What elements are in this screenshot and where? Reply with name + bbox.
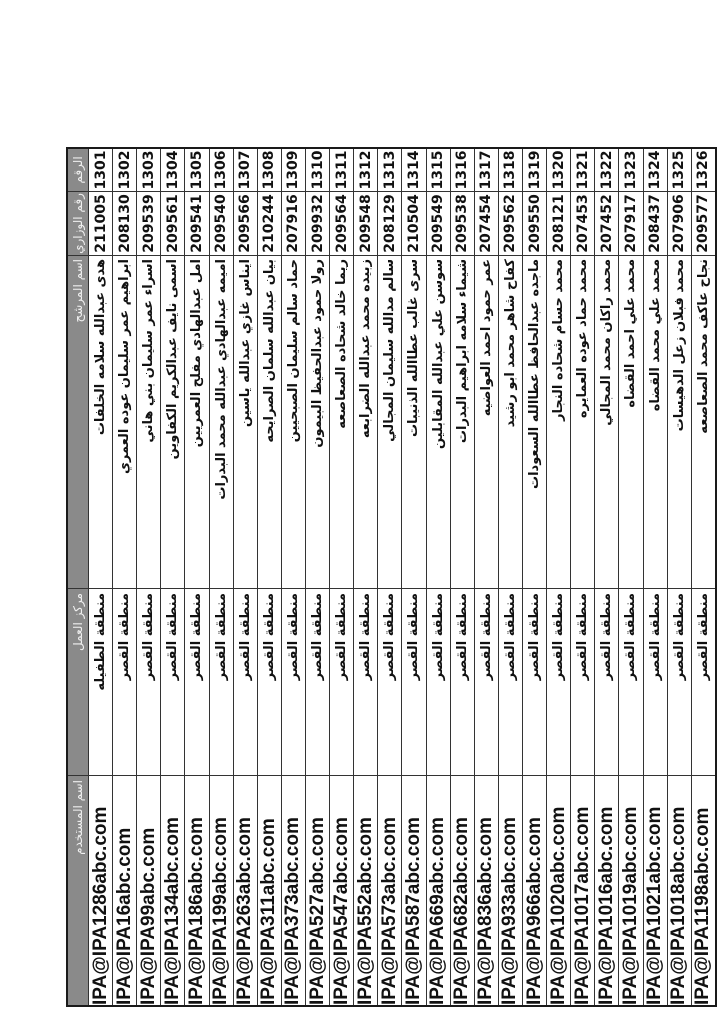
table-row — [571, 149, 595, 1005]
cell-ministerial-number: 209540 — [210, 192, 233, 256]
table-row — [402, 149, 426, 1005]
table-row — [499, 149, 523, 1005]
cell-seq: 1324 — [644, 149, 667, 192]
cell-work-center: منطقة القصر — [668, 589, 691, 776]
cell-username: IPA@IPA1020abc.com — [547, 806, 569, 1005]
cell-ministerial-number: 209538 — [451, 192, 474, 256]
cell-ministerial-number: 207906 — [668, 192, 691, 256]
cell-ministerial-number: 207916 — [282, 192, 305, 256]
cell-username: IPA@IPA527abc.com — [306, 817, 328, 1005]
cell-ministerial-number: 207453 — [571, 192, 594, 256]
cell-candidate-name: محمد راكان محمد المجالي — [595, 256, 618, 589]
cell-work-center: منطقة القصر — [523, 589, 546, 776]
table-row — [306, 149, 330, 1005]
cell-username: IPA@IPA373abc.com — [282, 817, 304, 1005]
cell-seq: 1302 — [113, 149, 136, 192]
cell-candidate-name: امل عبدالهادي مفلح العمريين — [185, 256, 208, 589]
cell-username: IPA@IPA587abc.com — [402, 817, 424, 1005]
cell-work-center: منطقة القصر — [692, 589, 715, 776]
table-row — [523, 149, 547, 1005]
cell-work-center: منطقة القصر — [475, 589, 498, 776]
cell-seq: 1312 — [354, 149, 377, 192]
cell-work-center: منطقة القصر — [571, 589, 594, 776]
cell-candidate-name: محمد علي احمد القضاه — [619, 256, 642, 589]
cell-seq: 1308 — [258, 149, 281, 192]
cell-username: IPA@IPA547abc.com — [330, 817, 352, 1005]
cell-username: IPA@IPA552abc.com — [354, 817, 376, 1005]
cell-work-center: منطقة القصر — [113, 589, 136, 776]
cell-candidate-name: بيان عبدالله سلمان الصرايحه — [258, 256, 281, 589]
table-row — [378, 149, 402, 1005]
table-row — [451, 149, 475, 1005]
cell-ministerial-number: 209561 — [161, 192, 184, 256]
cell-username: IPA@IPA1017abc.com — [571, 806, 593, 1005]
cell-ministerial-number: 208129 — [378, 192, 401, 256]
cell-username: IPA@IPA1018abc.com — [668, 806, 690, 1005]
cell-candidate-name: محمد حماد عوده العمايره — [571, 256, 594, 589]
cell-ministerial-number: 208121 — [547, 192, 570, 256]
cell-candidate-name: شيماء سلامه ابراهيم البدرات — [451, 256, 474, 589]
table-row — [89, 149, 113, 1005]
table-row — [161, 149, 185, 1005]
cell-ministerial-number: 208130 — [113, 192, 136, 256]
cell-candidate-name: محمد حسام شحاده النجار — [547, 256, 570, 589]
cell-seq: 1307 — [234, 149, 257, 192]
cell-ministerial-number: 209932 — [306, 192, 329, 256]
cell-seq: 1306 — [210, 149, 233, 192]
cell-seq: 1323 — [619, 149, 642, 192]
cell-work-center: منطقة القصر — [234, 589, 257, 776]
cell-username: IPA@IPA933abc.com — [499, 817, 521, 1005]
cell-username: IPA@IPA573abc.com — [378, 817, 400, 1005]
cell-candidate-name: هدى عبدالله سلامه الخلفات — [89, 256, 112, 589]
cell-work-center: منطقة القصر — [547, 589, 570, 776]
cell-username: IPA@IPA134abc.com — [161, 817, 183, 1005]
cell-candidate-name: ايناس غازي عبدالله ياسين — [234, 256, 257, 589]
cell-seq: 1321 — [571, 149, 594, 192]
cell-username: IPA@IPA186abc.com — [185, 817, 207, 1005]
cell-ministerial-number: 207452 — [595, 192, 618, 256]
cell-work-center: منطقة الطفيله — [89, 589, 112, 776]
cell-work-center: منطقة القصر — [282, 589, 305, 776]
cell-work-center: منطقة القصر — [306, 589, 329, 776]
cell-work-center: منطقة القصر — [619, 589, 642, 776]
table-row — [475, 149, 499, 1005]
cell-work-center: منطقة القصر — [137, 589, 160, 776]
cell-username: IPA@IPA966abc.com — [523, 817, 545, 1005]
table-header-row — [68, 149, 89, 1005]
cell-candidate-name: سالم مدالله سليمان المجالي — [378, 256, 401, 589]
cell-username: IPA@IPA199abc.com — [210, 817, 232, 1005]
cell-username: IPA@IPA263abc.com — [234, 817, 256, 1005]
table-row — [427, 149, 451, 1005]
header-work-center: مركز العمل — [68, 589, 88, 776]
cell-ministerial-number: 209577 — [692, 192, 715, 256]
cell-ministerial-number: 209541 — [185, 192, 208, 256]
cell-ministerial-number: 209562 — [499, 192, 522, 256]
cell-work-center: منطقة القصر — [427, 589, 450, 776]
table-row — [595, 149, 619, 1005]
cell-ministerial-number: 207917 — [619, 192, 642, 256]
cell-seq: 1305 — [185, 149, 208, 192]
cell-username: IPA@IPA1286abc.com — [89, 806, 111, 1005]
cell-seq: 1304 — [161, 149, 184, 192]
cell-seq: 1317 — [475, 149, 498, 192]
cell-candidate-name: اميمه عبدالهادي عبدالله محمد البدرات — [210, 256, 233, 589]
cell-ministerial-number: 210244 — [258, 192, 281, 256]
cell-seq: 1320 — [547, 149, 570, 192]
cell-username: IPA@IPA669abc.com — [427, 817, 449, 1005]
cell-seq: 1310 — [306, 149, 329, 192]
header-username: اسم المستخدم — [71, 780, 85, 855]
cell-work-center: منطقة القصر — [330, 589, 353, 776]
candidates-table — [66, 147, 717, 1007]
rotated-page — [66, 147, 717, 1007]
cell-candidate-name: نجاح عاكف محمد الصعاصعه — [692, 256, 715, 589]
cell-ministerial-number: 211005 — [89, 192, 112, 256]
cell-candidate-name: محمد علي محمد القضاه — [644, 256, 667, 589]
table-row — [234, 149, 258, 1005]
cell-seq: 1315 — [427, 149, 450, 192]
cell-work-center: منطقة القصر — [595, 589, 618, 776]
cell-work-center: منطقة القصر — [354, 589, 377, 776]
cell-seq: 1314 — [402, 149, 425, 192]
table-row — [619, 149, 643, 1005]
cell-username: IPA@IPA1019abc.com — [619, 806, 641, 1005]
cell-work-center: منطقة القصر — [161, 589, 184, 776]
cell-username: IPA@IPA16abc.com — [113, 827, 135, 1005]
cell-work-center: منطقة القصر — [402, 589, 425, 776]
table-row — [282, 149, 306, 1005]
header-ministerial-number: رقم الوزاري — [68, 192, 88, 256]
cell-seq: 1309 — [282, 149, 305, 192]
cell-ministerial-number: 209539 — [137, 192, 160, 256]
table-row — [113, 149, 137, 1005]
cell-username: IPA@IPA1016abc.com — [595, 806, 617, 1005]
cell-work-center: منطقة القصر — [499, 589, 522, 776]
cell-candidate-name: رولا حمود عبدالحفيظ البيمون — [306, 256, 329, 589]
cell-username: IPA@IPA682abc.com — [451, 817, 473, 1005]
table-row — [547, 149, 571, 1005]
cell-candidate-name: ابراهيم عمر سليمان عوده العمري — [113, 256, 136, 589]
cell-seq: 1318 — [499, 149, 522, 192]
cell-username: IPA@IPA1021abc.com — [644, 806, 666, 1005]
cell-seq: 1301 — [89, 149, 112, 192]
cell-work-center: منطقة القصر — [451, 589, 474, 776]
cell-seq: 1319 — [523, 149, 546, 192]
cell-work-center: منطقة القصر — [185, 589, 208, 776]
cell-candidate-name: اسمى نايف عبدالكريم الكفاوين — [161, 256, 184, 589]
cell-seq: 1326 — [692, 149, 715, 192]
cell-work-center: منطقة القصر — [378, 589, 401, 776]
cell-work-center: منطقة القصر — [258, 589, 281, 776]
table-row — [354, 149, 378, 1005]
cell-candidate-name: كفاح شاهر محمد ابو رشيد — [499, 256, 522, 589]
cell-seq: 1303 — [137, 149, 160, 192]
cell-candidate-name: عمر حمود احمد العواضيه — [475, 256, 498, 589]
table-row — [258, 149, 282, 1005]
header-candidate-name: اسم المرشح — [68, 256, 88, 589]
table-row — [330, 149, 354, 1005]
cell-ministerial-number: 209564 — [330, 192, 353, 256]
cell-candidate-name: محمد فبلان زعل الدهيسات — [668, 256, 691, 589]
cell-ministerial-number: 207454 — [475, 192, 498, 256]
cell-candidate-name: حماد سالم سليمان الصبحيين — [282, 256, 305, 589]
table-row — [668, 149, 692, 1005]
cell-ministerial-number: 208437 — [644, 192, 667, 256]
cell-ministerial-number: 209548 — [354, 192, 377, 256]
cell-work-center: منطقة القصر — [210, 589, 233, 776]
cell-candidate-name: زبيده محمد عبدالله الضرابعه — [354, 256, 377, 589]
table-row — [210, 149, 234, 1005]
table-row — [185, 149, 209, 1005]
table-row — [692, 149, 715, 1005]
cell-work-center: منطقة القصر — [644, 589, 667, 776]
cell-candidate-name: سوسن علي عبدالله المقابلين — [427, 256, 450, 589]
cell-username: IPA@IPA836abc.com — [475, 817, 497, 1005]
cell-seq: 1313 — [378, 149, 401, 192]
cell-candidate-name: اسراء عمر سليمان بني هاني — [137, 256, 160, 589]
cell-username: IPA@IPA99abc.com — [137, 827, 159, 1005]
cell-seq: 1316 — [451, 149, 474, 192]
table-row — [644, 149, 668, 1005]
cell-candidate-name: ريما خالد شحاده الصعاصعه — [330, 256, 353, 589]
cell-username: IPA@IPA1198abc.com — [692, 807, 714, 1005]
cell-candidate-name: ماجده عبدالحافظ عطاالله السعودات — [523, 256, 546, 589]
cell-ministerial-number: 209550 — [523, 192, 546, 256]
cell-ministerial-number: 209566 — [234, 192, 257, 256]
cell-ministerial-number: 210504 — [402, 192, 425, 256]
header-seq: الرقم — [68, 149, 88, 192]
cell-ministerial-number: 209549 — [427, 192, 450, 256]
table-row — [137, 149, 161, 1005]
cell-seq: 1311 — [330, 149, 353, 192]
cell-seq: 1325 — [668, 149, 691, 192]
cell-seq: 1322 — [595, 149, 618, 192]
cell-candidate-name: سرى غالب عطاالله الذنيبات — [402, 256, 425, 589]
cell-username: IPA@IPA311abc.com — [258, 818, 280, 1005]
